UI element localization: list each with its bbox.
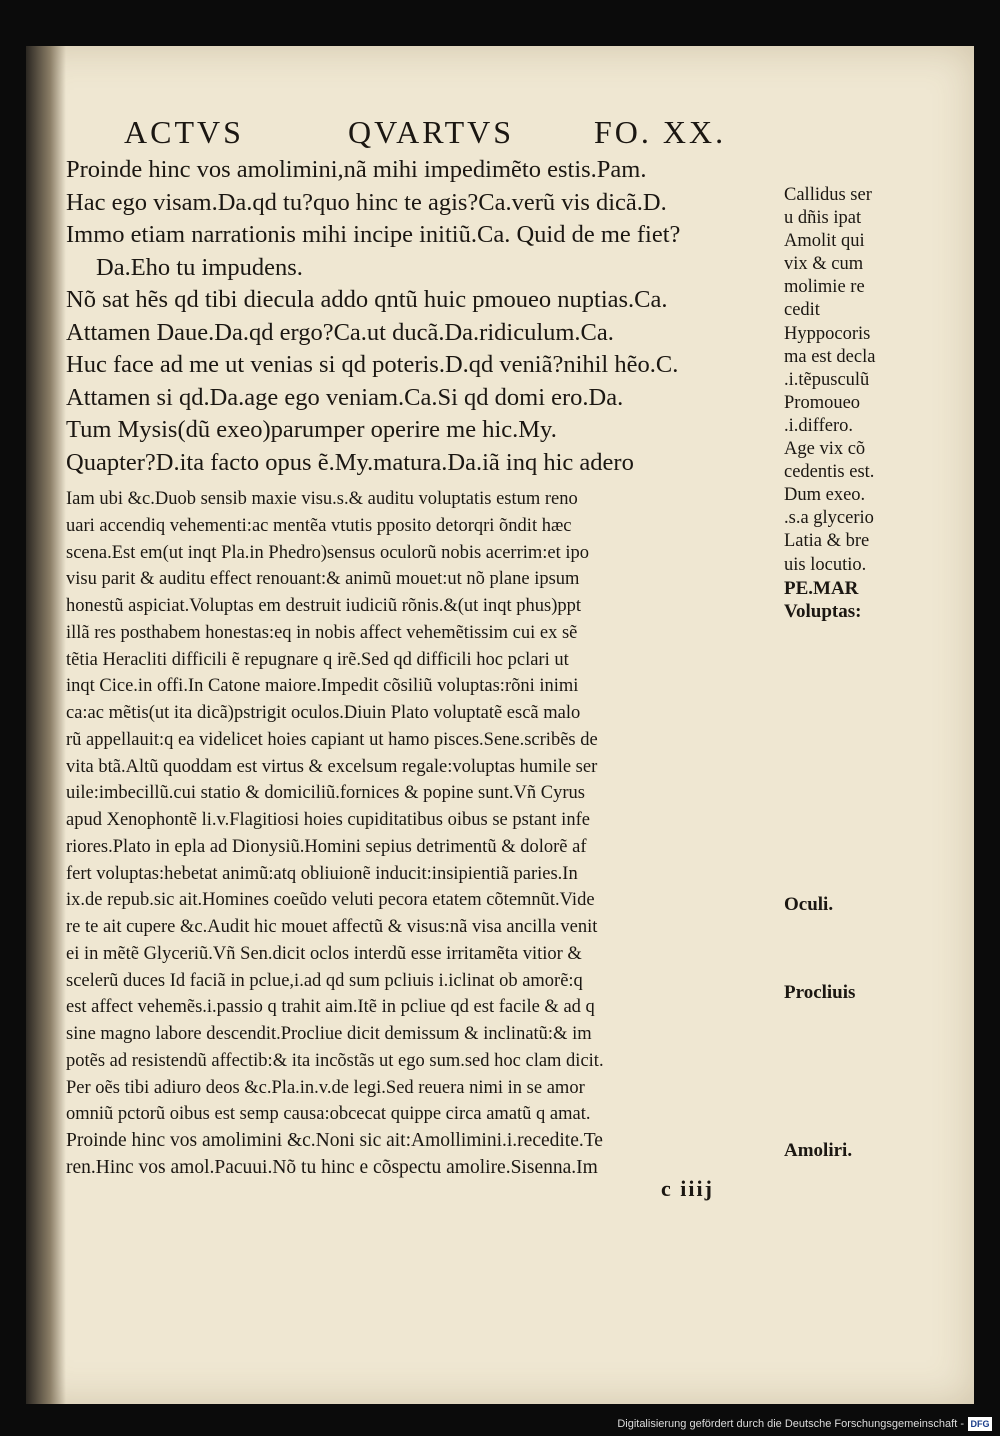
commentary-line: scena.Est em(ut inqt Pla.in Phedro)sensus oculorũ nobis acerrim:et ipo — [66, 542, 590, 563]
commentary-line: ca:ac mẽtis(ut ita dicã)pstrigit oculos.Diuin Plato voluptatẽ escã malo — [66, 703, 581, 723]
header-left: ACTVS — [124, 114, 244, 150]
play-line: Nõ sat hẽs qd tibi diecula addo qntũ huic pmoueo nuptias.Ca. — [66, 286, 668, 313]
play-line: Tum Mysis(dũ exeo)parumper operire me hic.My. — [66, 416, 557, 443]
margin-gloss: Amolit qui — [784, 231, 865, 252]
commentary-line: re te ait cupere &c.Audit hic mouet affectũ & visus:nã visa ancilla venit — [66, 917, 598, 937]
margin-gloss: vix & cum — [784, 254, 864, 275]
commentary-line: Iam ubi &c.Duob sensib maxie visu.s.& auditu voluptatis estum reno — [66, 489, 578, 509]
commentary-line: illã res posthabem honestas:eq in nobis affect vehemẽtissim cui ex sẽ — [66, 622, 578, 643]
margin-glosses — [784, 184, 924, 623]
commentary-line: uile:imbecillũ.cui statio & domiciliũ.fornices & popine sunt.Vñ Cyrus — [66, 783, 585, 804]
dfg-logo-icon: DFG — [968, 1417, 992, 1431]
commentary-line: riores.Plato in epla ad Dionysiũ.Homini sepius detrimentũ & dolorẽ af — [66, 836, 587, 857]
commentary-line: Proinde hinc vos amolimini &c.Noni sic ait:Amollimini.i.recedite.Te — [66, 1130, 603, 1151]
commentary-line: ix.de repub.sic ait.Homines coeũdo veluti pecora etatem cõtemnũt.Vide — [66, 890, 595, 911]
commentary-line: tẽtia Heracliti difficili ẽ repugnare q irẽ.Sed qd difficili hoc pclari ut — [66, 649, 569, 670]
margin-gloss: u dñis ipat — [784, 208, 862, 229]
margin-gloss: .i.tẽpusculũ — [784, 369, 870, 390]
margin-note-amoliri: Amoliri. — [784, 1140, 853, 1161]
commentary-line: Per oẽs tibi adiuro deos &c.Pla.in.v.de legi.Sed reuera nimi in se amor — [66, 1077, 585, 1098]
play-line: Attamen si qd.Da.age ego veniam.Ca.Si qd domi ero.Da. — [66, 383, 624, 411]
play-line: Proinde hinc vos amolimini,nã mihi impedimẽto estis.Pam. — [66, 156, 647, 183]
page-header — [124, 114, 794, 156]
page-gutter-shadow — [26, 46, 66, 1404]
commentary-line: potẽs ad resistendũ affectib:& ita incõstãs ut ego sum.sed hoc clam dicit. — [66, 1050, 604, 1071]
play-line: Quapter?D.ita facto opus ẽ.My.matura.Da.iã inq hic adero — [66, 448, 634, 476]
margin-gloss: cedentis est. — [784, 462, 875, 483]
commentary-line: vita btã.Altũ quoddam est virtus & excelsum regale:voluptas humile ser — [66, 756, 598, 777]
margin-gloss: molimie re — [784, 277, 865, 298]
margin-gloss: Promoueo — [784, 392, 861, 413]
margin-gloss: uis locutio. — [784, 554, 867, 575]
play-line: Attamen Daue.Da.qd ergo?Ca.ut ducã.Da.ridiculum.Ca. — [66, 318, 614, 346]
play-line: Da.Eho tu impudens. — [96, 253, 303, 281]
commentary-line: sine magno labore descendit.Procliue dicit demissum & inclinatũ:& im — [66, 1024, 592, 1044]
commentary-line: scelerũ duces Id faciã in pclue,i.ad qd sum pcliuis i.iclinat ob amorẽ:q — [66, 970, 583, 991]
commentary-line: est affect vehemẽs.i.passio q trahit aim.Itẽ in pcliue qd est facile & ad q — [66, 997, 595, 1018]
commentary-line: apud Xenophontẽ li.v.Flagitiosi hoies cupiditatibus oibus se pstant infe — [66, 810, 590, 830]
margin-note-procliuis: Procliuis — [784, 982, 856, 1003]
margin-gloss: ma est decla — [784, 346, 876, 367]
header-folio: FO. XX. — [594, 114, 727, 150]
margin-gloss-topic: Voluptas: — [784, 600, 862, 622]
commentary-line: inqt Cice.in offi.In Catone maiore.Impedit cõsiliũ voluptas:rõni inimi — [66, 676, 579, 697]
digitization-credit: Digitalisierung gefördert durch die Deutsche Forschungsgemeinschaft - — [617, 1418, 964, 1430]
play-line: Immo etiam narrationis mihi incipe initiũ.Ca. Quid de me fiet? — [66, 221, 681, 248]
margin-gloss: Age vix cõ — [784, 439, 866, 460]
commentary-line: honestũ aspiciat.Voluptas em destruit iudiciũ rõnis.&(ut inqt phus)ppt — [66, 596, 582, 616]
margin-gloss: Dum exeo. — [784, 485, 866, 506]
scanned-page — [26, 46, 974, 1404]
commentary-line: rũ appellauit:q ea videlicet hoies capiant ut hamo pisces.Sene.scribẽs de — [66, 729, 598, 750]
margin-note-oculi: Oculi. — [784, 894, 834, 915]
commentary-line: ei in mẽtẽ Glyceriũ.Vñ Sen.dicit oclos interdũ esse irritamẽta vitior & — [66, 943, 582, 964]
commentary-line: fert voluptas:hebetat animũ:atq obliuionẽ inducit:insipientiã paries.In — [66, 863, 578, 884]
commentary-line: omniũ pctorũ oibus est semp causa:obcecat quippe circa amatũ q amat. — [66, 1104, 591, 1125]
margin-gloss: cedit — [784, 300, 820, 321]
commentary-line: ren.Hinc vos amol.Pacuui.Nõ tu hinc e cõspectu amolire.Sisenna.Im — [66, 1156, 598, 1178]
play-text-block — [66, 154, 806, 479]
margin-gloss: .s.a glycerio — [784, 508, 874, 529]
margin-gloss: Hyppocoris — [784, 323, 871, 344]
commentary-block — [66, 486, 801, 1182]
margin-gloss-author: PE.MAR — [784, 577, 859, 599]
margin-gloss: Callidus ser — [784, 185, 872, 205]
commentary-line: visu parit & auditu effect renouant:& animũ mouet:ut nõ plane ipsum — [66, 569, 580, 590]
commentary-line: uari accendiq vehementi:ac mentẽa vtutis pposito detorqri õndit hæc — [66, 515, 572, 536]
play-line: Huc face ad me ut venias si qd poteris.D.qd veniã?nihil hẽo.C. — [66, 351, 679, 378]
margin-gloss: .i.differo. — [784, 415, 854, 436]
signature-mark: c iiij — [661, 1176, 714, 1201]
header-center: QVARTVS — [348, 114, 515, 150]
play-line: Hac ego visam.Da.qd tu?quo hinc te agis?Ca.verũ vis dicã.D. — [66, 188, 667, 216]
margin-gloss: Latia & bre — [784, 531, 870, 552]
